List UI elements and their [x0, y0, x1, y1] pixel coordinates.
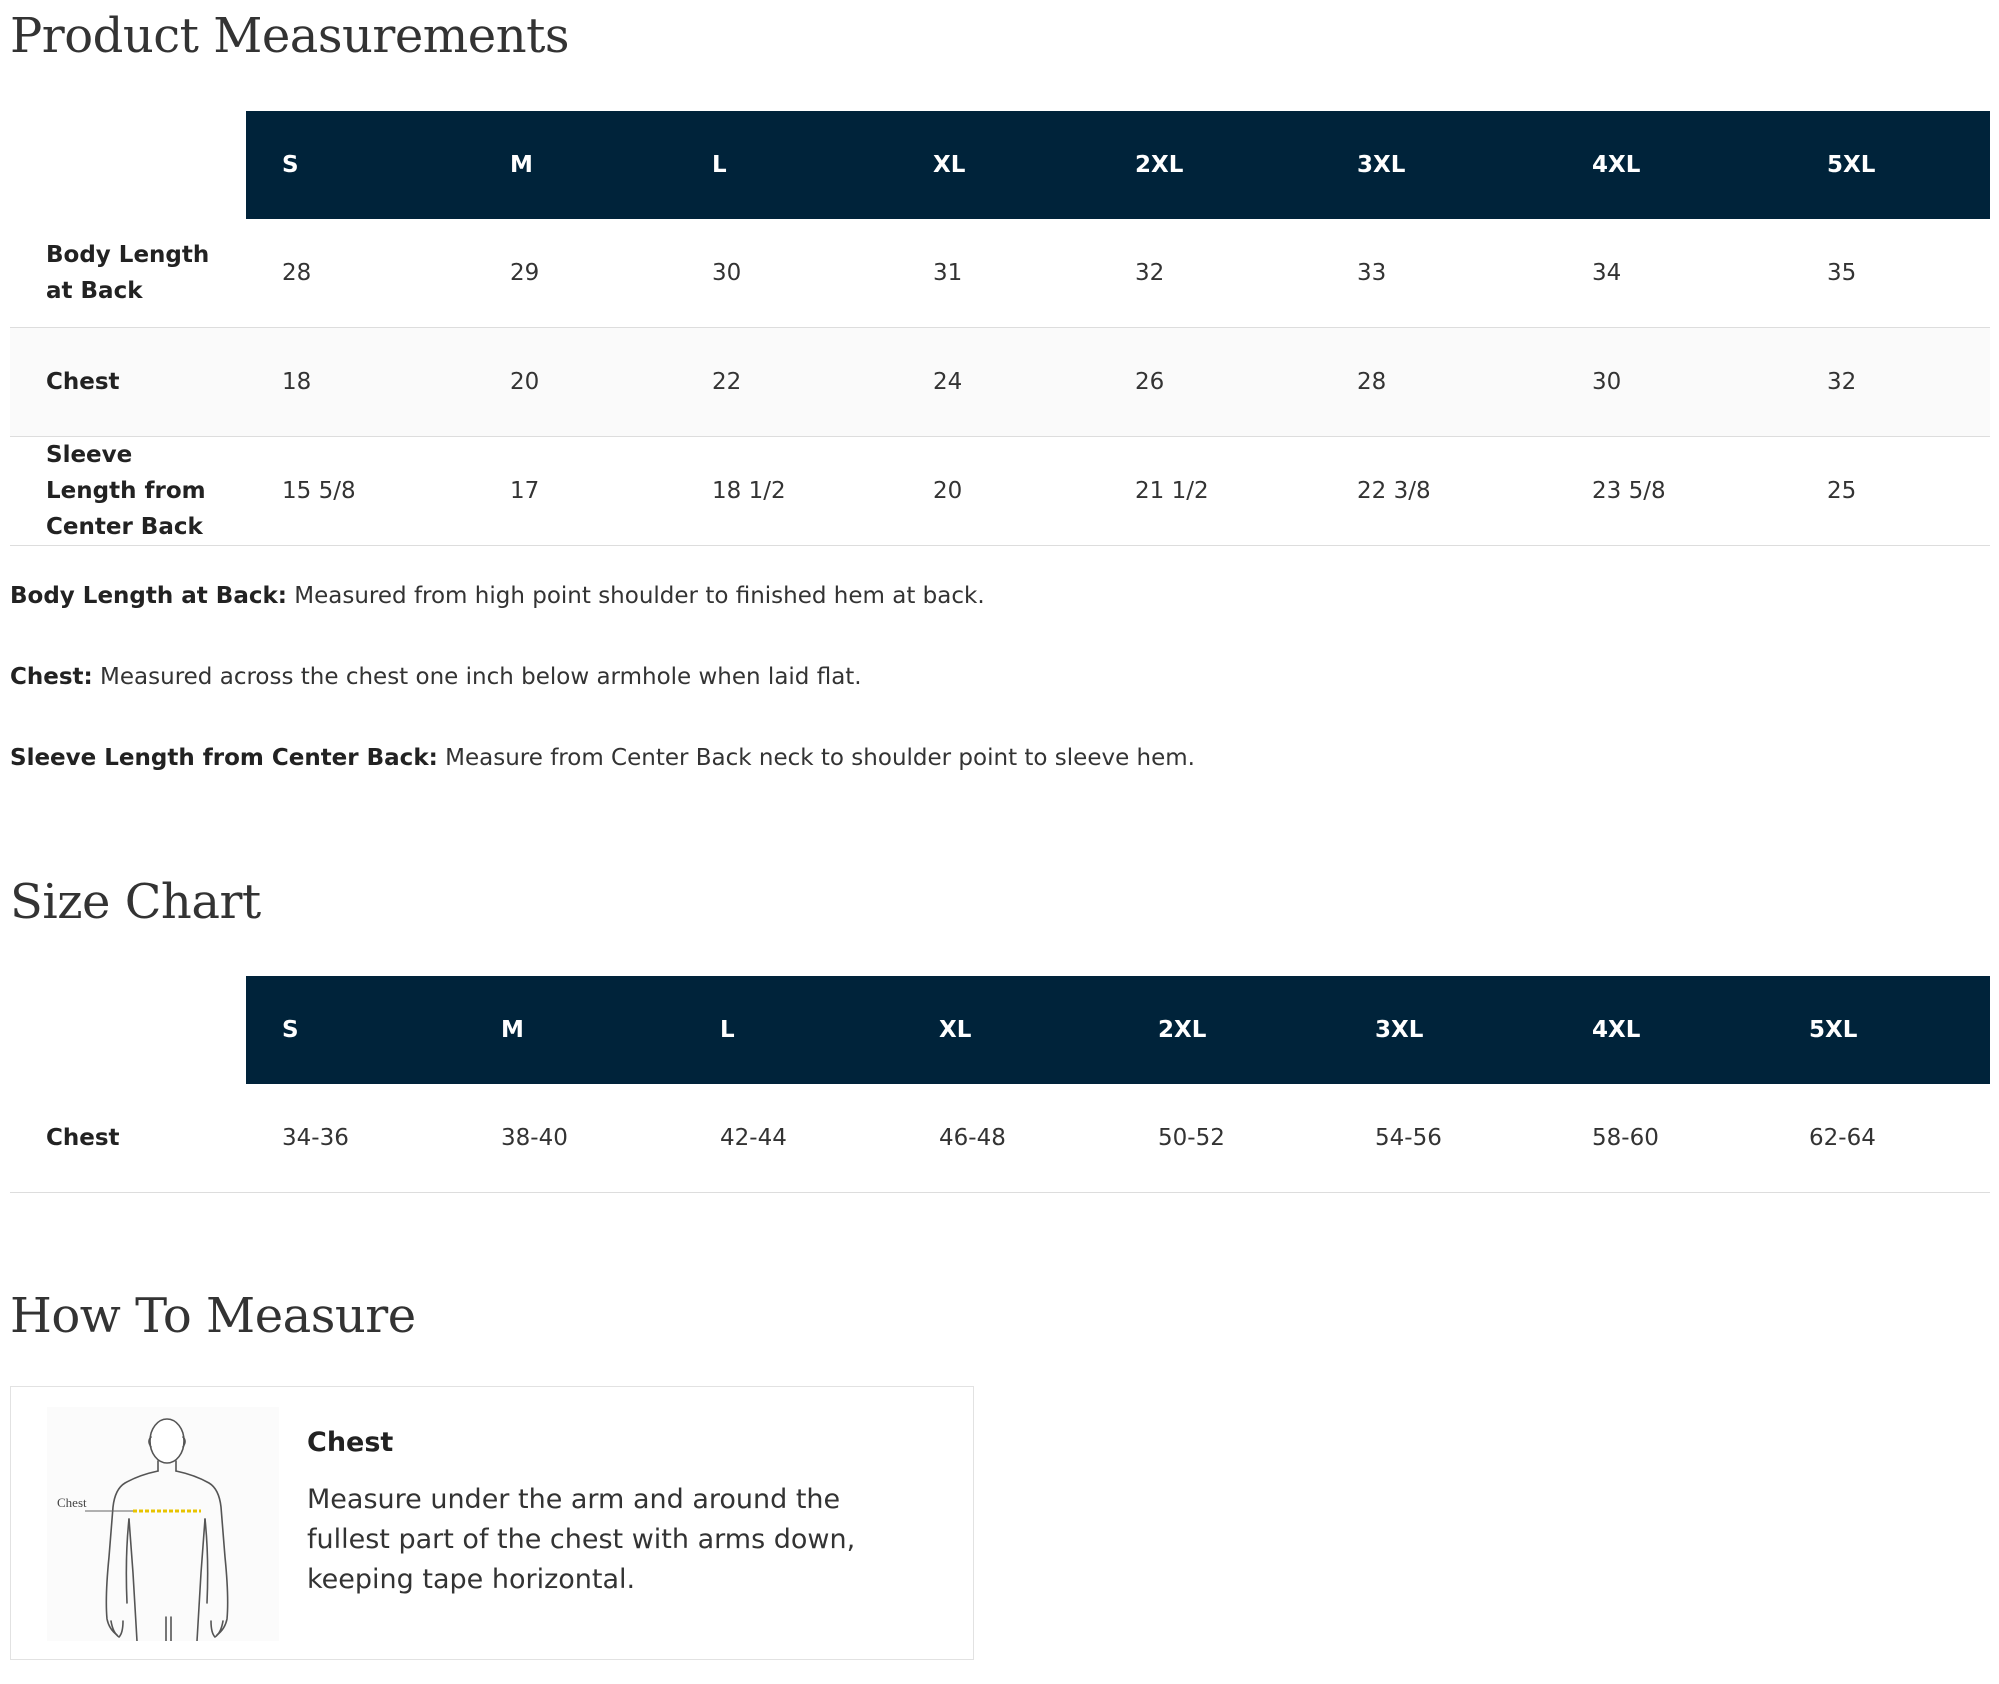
table-cell: 34: [1556, 219, 1791, 328]
row-label-chest: Chest: [10, 328, 246, 437]
size-header: XL: [897, 111, 1099, 219]
table-cell: 32: [1791, 328, 1990, 437]
table-corner: [10, 111, 246, 219]
table-cell: 15 5/8: [246, 437, 474, 546]
table-corner: [10, 976, 246, 1084]
size-header: 5XL: [1791, 111, 1990, 219]
table-cell: 28: [1321, 328, 1556, 437]
row-label-line: Length from: [46, 478, 206, 504]
size-header: 3XL: [1321, 111, 1556, 219]
definition-text: Measured across the chest one inch below armhole when laid flat.: [92, 664, 862, 690]
row-label-line: Center Back: [46, 514, 203, 540]
table-cell: 30: [1556, 328, 1791, 437]
how-to-measure-card: [10, 1386, 974, 1660]
row-label-chest: Chest: [10, 1084, 246, 1193]
figure-chest-label: Chest: [57, 1495, 87, 1510]
size-header: L: [684, 976, 903, 1084]
product-measurements-title: Product Measurements: [10, 8, 570, 64]
row-label-line: Body Length: [46, 242, 210, 268]
table-cell: 29: [474, 219, 676, 328]
table-cell: 17: [474, 437, 676, 546]
size-header: 5XL: [1773, 976, 1990, 1084]
table-row-chest: [10, 1084, 1990, 1193]
size-header: 4XL: [1556, 976, 1773, 1084]
definition-term: Sleeve Length from Center Back:: [10, 745, 438, 771]
table-cell: 18 1/2: [676, 437, 897, 546]
size-header-row: [10, 111, 1990, 219]
size-header: 2XL: [1099, 111, 1321, 219]
table-cell: 42-44: [684, 1084, 903, 1193]
size-header: XL: [903, 976, 1122, 1084]
card-description: Measure under the arm and around the fullest part of the chest with arms down, keeping tape horizontal.: [307, 1484, 856, 1595]
row-label-line: Sleeve: [46, 442, 133, 468]
table-cell: 28: [246, 219, 474, 328]
size-header: M: [474, 111, 676, 219]
size-chart-title: Size Chart: [10, 874, 261, 930]
table-cell: 20: [474, 328, 676, 437]
table-cell: 23 5/8: [1556, 437, 1791, 546]
table-cell: 31: [897, 219, 1099, 328]
definition-chest: [10, 665, 1990, 689]
table-row-chest: [10, 328, 1990, 437]
table-cell: 20: [897, 437, 1099, 546]
card-text: [307, 1427, 927, 1600]
size-header: S: [246, 976, 465, 1084]
table-cell: 32: [1099, 219, 1321, 328]
definition-term: Chest:: [10, 664, 93, 690]
table-row-body-length: [10, 219, 1990, 328]
size-header: L: [676, 111, 897, 219]
definition-body-length: [10, 584, 1990, 608]
table-cell: 24: [897, 328, 1099, 437]
size-header: 3XL: [1339, 976, 1556, 1084]
table-cell: 38-40: [465, 1084, 684, 1193]
torso-outline-icon: [47, 1407, 279, 1641]
table-cell: 33: [1321, 219, 1556, 328]
measurement-definitions: [10, 584, 1990, 827]
table-cell: 21 1/2: [1099, 437, 1321, 546]
table-cell: 22 3/8: [1321, 437, 1556, 546]
row-label-sleeve-length: [10, 437, 246, 546]
table-row-sleeve-length: [10, 437, 1990, 546]
definition-term: Body Length at Back:: [10, 583, 287, 609]
row-label-line: at Back: [46, 278, 143, 304]
product-measurements-table: [10, 111, 1990, 546]
table-cell: 18: [246, 328, 474, 437]
how-to-measure-title: How To Measure: [10, 1288, 416, 1344]
size-header: 2XL: [1122, 976, 1339, 1084]
table-cell: 58-60: [1556, 1084, 1773, 1193]
size-chart-table: [10, 976, 1990, 1193]
size-header: M: [465, 976, 684, 1084]
table-cell: 35: [1791, 219, 1990, 328]
table-cell: 50-52: [1122, 1084, 1339, 1193]
table-cell: 62-64: [1773, 1084, 1990, 1193]
table-cell: 22: [676, 328, 897, 437]
size-header-row: [10, 976, 1990, 1084]
table-cell: 26: [1099, 328, 1321, 437]
definition-text: Measure from Center Back neck to shoulder point to sleeve hem.: [437, 745, 1195, 771]
definition-sleeve-length: [10, 746, 1990, 770]
table-cell: 34-36: [246, 1084, 465, 1193]
table-cell: 54-56: [1339, 1084, 1556, 1193]
table-cell: 46-48: [903, 1084, 1122, 1193]
table-cell: 30: [676, 219, 897, 328]
row-label-body-length: [10, 219, 246, 328]
chest-measurement-figure: [47, 1407, 279, 1641]
size-header: 4XL: [1556, 111, 1791, 219]
size-header: S: [246, 111, 474, 219]
definition-text: Measured from high point shoulder to finished hem at back.: [286, 583, 985, 609]
table-cell: 25: [1791, 437, 1990, 546]
card-title: Chest: [307, 1427, 394, 1458]
